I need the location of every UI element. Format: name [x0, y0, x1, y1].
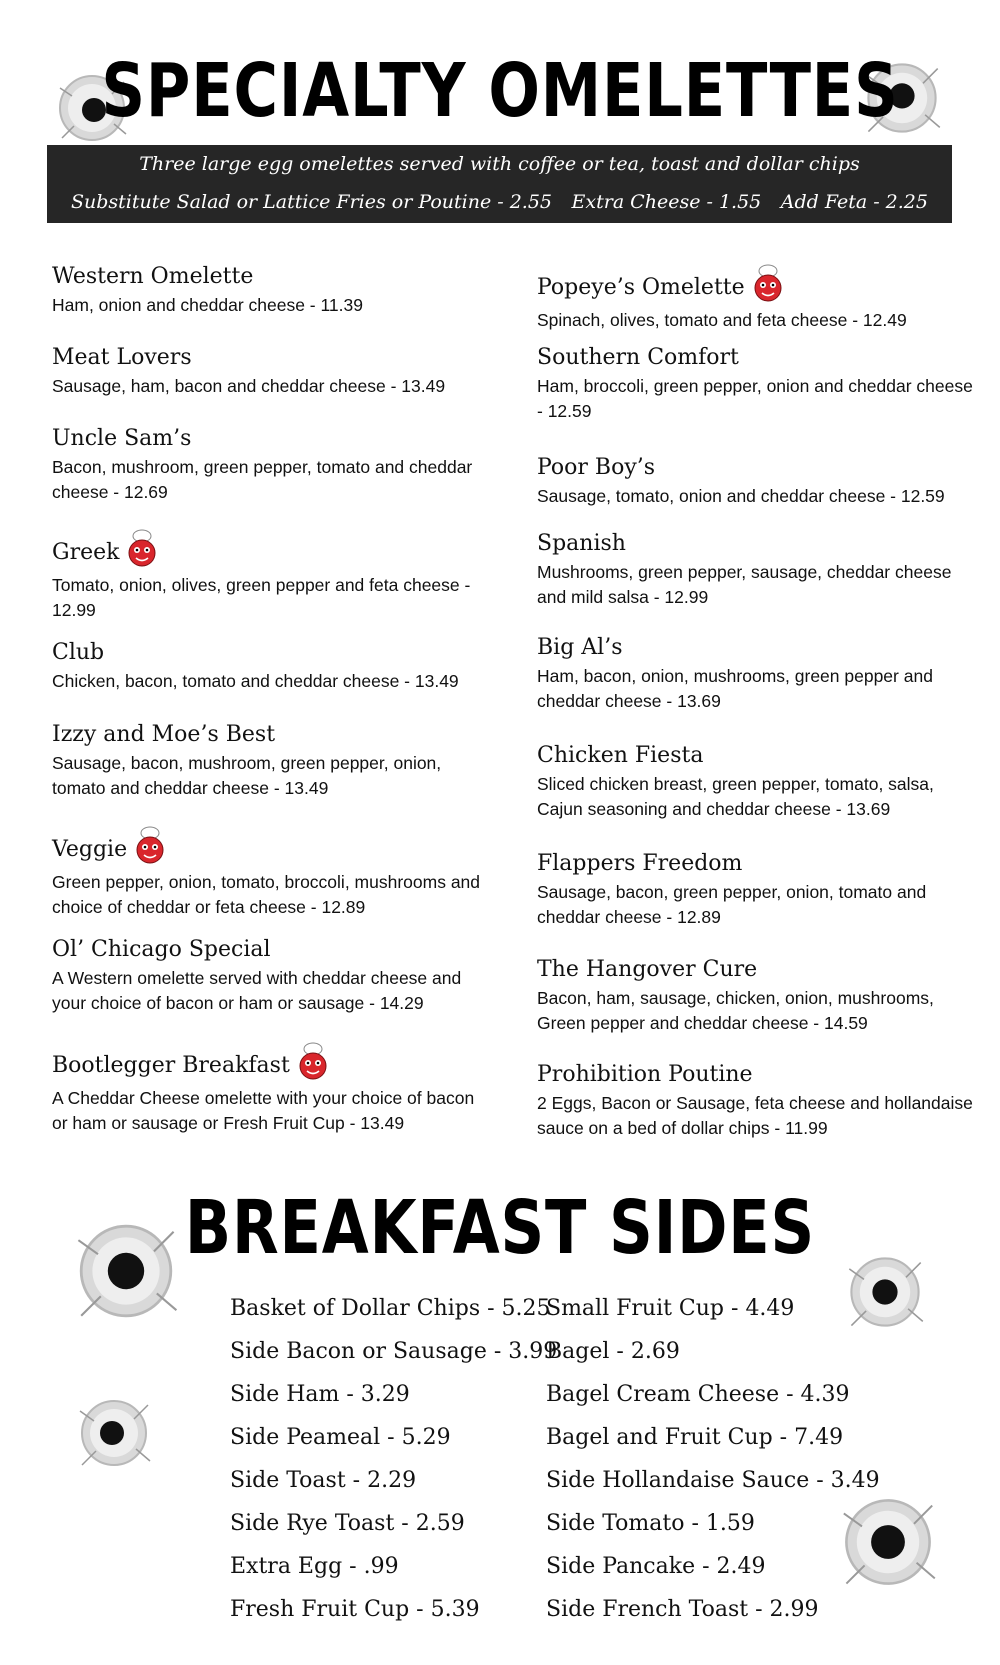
- menu-item: [52, 426, 492, 505]
- menu-item: [52, 937, 492, 1016]
- menu-item-description: Ham, onion and cheddar cheese - 11.39: [52, 295, 363, 315]
- side-item: Small Fruit Cup - 4.49: [546, 1296, 795, 1321]
- tomato-mascot-icon: [133, 826, 167, 866]
- side-item: Basket of Dollar Chips - 5.25: [230, 1296, 551, 1321]
- menu-item: [52, 722, 492, 801]
- side-item: Side Pancake - 2.49: [546, 1554, 766, 1579]
- menu-item-description: Tomato, onion, olives, green pepper and feta cheese - 12.99: [52, 575, 471, 620]
- menu-item-name: Bootlegger Breakfast: [52, 1053, 290, 1078]
- sides-title: BREAKFAST SIDES: [184, 1185, 816, 1271]
- menu-item-name: Spanish: [537, 531, 626, 556]
- menu-item-name: Greek: [52, 540, 120, 565]
- menu-item-description: Chicken, bacon, tomato and cheddar cheese - 13.49: [52, 671, 459, 691]
- menu-item-name: Chicken Fiesta: [537, 743, 704, 768]
- menu-item: [52, 1042, 492, 1136]
- banner-line-2: [47, 191, 952, 213]
- menu-item-name: Izzy and Moe’s Best: [52, 722, 276, 747]
- side-item: Extra Egg - .99: [230, 1554, 399, 1579]
- info-banner: [47, 145, 952, 223]
- menu-item: [52, 264, 492, 318]
- menu-item-description: Spinach, olives, tomato and feta cheese - 12.49: [537, 310, 907, 330]
- menu-item-name: Popeye’s Omelette: [537, 275, 745, 300]
- menu-item-description: Sausage, bacon, green pepper, onion, tomato and cheddar cheese - 12.89: [537, 882, 927, 927]
- menu-item-name: The Hangover Cure: [537, 957, 758, 982]
- menu-item-name: Club: [52, 640, 105, 665]
- menu-item: [537, 635, 977, 714]
- sides-list-right: [546, 1287, 880, 1631]
- side-item: Bagel Cream Cheese - 4.39: [546, 1382, 850, 1407]
- menu-item: [52, 529, 492, 623]
- menu-item: [52, 345, 492, 399]
- side-item: Bagel - 2.69: [546, 1339, 680, 1364]
- menu-item: [537, 531, 977, 610]
- menu-item-description: Bacon, ham, sausage, chicken, onion, mushrooms, Green pepper and cheddar cheese - 14.59: [537, 988, 934, 1033]
- menu-item: [537, 455, 977, 509]
- tomato-mascot-icon: [751, 264, 785, 304]
- menu-item-name: Flappers Freedom: [537, 851, 743, 876]
- bullet-hole-icon: [74, 1393, 154, 1473]
- menu-item-description: Sausage, bacon, mushroom, green pepper, onion, tomato and cheddar cheese - 13.49: [52, 753, 442, 798]
- menu-item-name: Ol’ Chicago Special: [52, 937, 271, 962]
- side-item: Side Toast - 2.29: [230, 1468, 417, 1493]
- menu-item: [537, 345, 977, 424]
- side-item: Fresh Fruit Cup - 5.39: [230, 1597, 480, 1622]
- side-item: Side Rye Toast - 2.59: [230, 1511, 465, 1536]
- menu-item-name: Big Al’s: [537, 635, 623, 660]
- side-item: Side Hollandaise Sauce - 3.49: [546, 1468, 880, 1493]
- menu-item-description: Bacon, mushroom, green pepper, tomato and cheddar cheese - 12.69: [52, 457, 473, 502]
- tomato-mascot-icon: [296, 1042, 330, 1082]
- menu-item-description: Sliced chicken breast, green pepper, tomato, salsa, Cajun seasoning and cheddar cheese - 13.69: [537, 774, 934, 819]
- page-title: SPECIALTY OMELETTES: [101, 48, 899, 134]
- side-item: Side Peameal - 5.29: [230, 1425, 451, 1450]
- tomato-mascot-icon: [125, 529, 159, 569]
- menu-item: [52, 640, 492, 694]
- menu-item: [537, 264, 977, 333]
- menu-item-name: Uncle Sam’s: [52, 426, 192, 451]
- menu-item-description: Ham, bacon, onion, mushrooms, green pepper and cheddar cheese - 13.69: [537, 666, 933, 711]
- side-item: Side Ham - 3.29: [230, 1382, 410, 1407]
- menu-item-description: A Western omelette served with cheddar cheese and your choice of bacon or ham or sausage - 14.29: [52, 968, 462, 1013]
- side-item: Bagel and Fruit Cup - 7.49: [546, 1425, 844, 1450]
- banner-line-1: Three large egg omelettes served with coffee or tea, toast and dollar chips: [139, 153, 860, 175]
- menu-item-description: 2 Eggs, Bacon or Sausage, feta cheese and hollandaise sauce on a bed of dollar chips - 11.99: [537, 1093, 973, 1138]
- side-item: Side Bacon or Sausage - 3.99: [230, 1339, 558, 1364]
- menu-item: [537, 743, 977, 822]
- menu-item-description: Sausage, ham, bacon and cheddar cheese - 13.49: [52, 376, 446, 396]
- menu-item-name: Veggie: [52, 837, 128, 862]
- menu-item-description: Mushrooms, green pepper, sausage, cheddar cheese and mild salsa - 12.99: [537, 562, 952, 607]
- menu-item-description: A Cheddar Cheese omelette with your choice of bacon or ham or sausage or Fresh Fruit Cup - 13.49: [52, 1088, 475, 1133]
- banner-substitute: Substitute Salad or Lattice Fries or Poutine - 2.55: [71, 191, 553, 213]
- menu-item-description: Ham, broccoli, green pepper, onion and cheddar cheese - 12.59: [537, 376, 973, 421]
- menu-item: [537, 957, 977, 1036]
- menu-item-description: Sausage, tomato, onion and cheddar cheese - 12.59: [537, 486, 945, 506]
- menu-item-name: Poor Boy’s: [537, 455, 656, 480]
- menu-item-name: Southern Comfort: [537, 345, 739, 370]
- menu-item: [537, 851, 977, 930]
- side-item: Side French Toast - 2.99: [546, 1597, 819, 1622]
- menu-item-name: Prohibition Poutine: [537, 1062, 753, 1087]
- banner-extra-cheese: Extra Cheese - 1.55: [571, 191, 762, 213]
- menu-item: [52, 826, 492, 920]
- menu-item-name: Meat Lovers: [52, 345, 192, 370]
- menu-item-description: Green pepper, onion, tomato, broccoli, mushrooms and choice of cheddar or feta cheese - 12.89: [52, 872, 481, 917]
- sides-list-left: [230, 1287, 557, 1631]
- menu-item: [537, 1062, 977, 1141]
- menu-item-name: Western Omelette: [52, 264, 254, 289]
- banner-add-feta: Add Feta - 2.25: [780, 191, 928, 213]
- side-item: Side Tomato - 1.59: [546, 1511, 755, 1536]
